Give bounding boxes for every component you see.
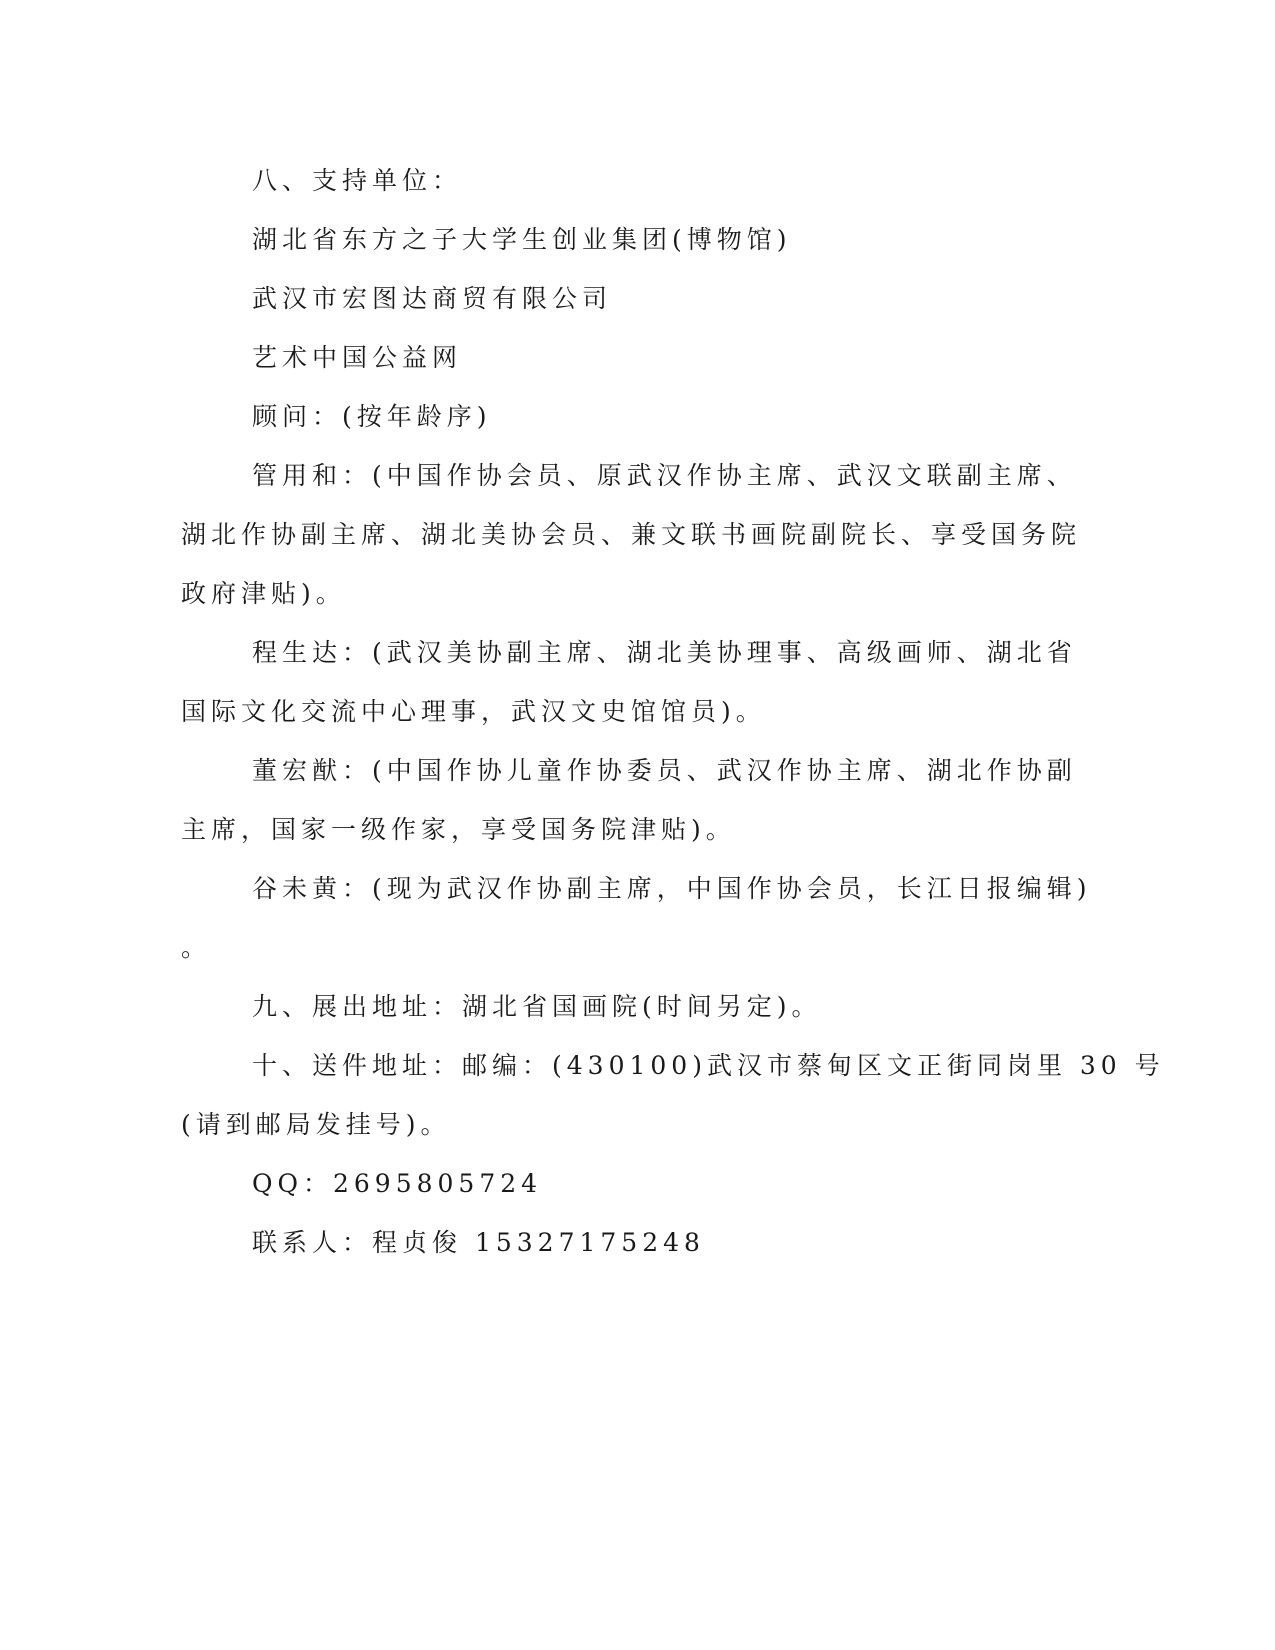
section-10-mailing-note: (请到邮局发挂号)。 (181, 1110, 451, 1139)
advisors-heading: 顾问：(按年龄序) (252, 402, 492, 431)
contact-person: 联系人：程贞俊 15327175248 (252, 1228, 705, 1257)
section-10-mailing-address: 十、送件地址：邮编：(430100)武汉市蔡甸区文正街同岗里 30 号 (252, 1051, 1165, 1080)
advisor-entry-line: 湖北作协副主席、湖北美协会员、兼文联书画院副院长、享受国务院 (181, 520, 1082, 549)
advisor-entry-line: 国际文化交流中心理事，武汉文史馆馆员)。 (181, 697, 766, 726)
advisor-entry-line: 董宏猷：(中国作协儿童作协委员、武汉作协主席、湖北作协副 (252, 756, 1077, 785)
advisor-entry-line: 管用和：(中国作协会员、原武汉作协主席、武汉文联副主席、 (252, 461, 1077, 490)
advisor-entry-line: 谷未黄：(现为武汉作协副主席，中国作协会员，长江日报编辑) (252, 874, 1092, 903)
supporter-item: 艺术中国公益网 (252, 343, 463, 372)
supporter-item: 武汉市宏图达商贸有限公司 (252, 284, 613, 313)
section-8-heading: 八、支持单位： (252, 166, 463, 195)
advisor-entry-line: 主席，国家一级作家，享受国务院津贴)。 (181, 815, 736, 844)
supporter-item: 湖北省东方之子大学生创业集团(博物馆) (252, 225, 792, 254)
advisor-entry-line: 政府津贴)。 (181, 579, 346, 608)
advisor-entry-line: 程生达：(武汉美协副主席、湖北美协理事、高级画师、湖北省 (252, 638, 1077, 667)
qq-contact: QQ：2695805724 (252, 1169, 543, 1198)
section-9-exhibition-address: 九、展出地址：湖北省国画院(时间另定)。 (252, 992, 822, 1021)
advisor-entry-line: 。 (181, 933, 212, 962)
